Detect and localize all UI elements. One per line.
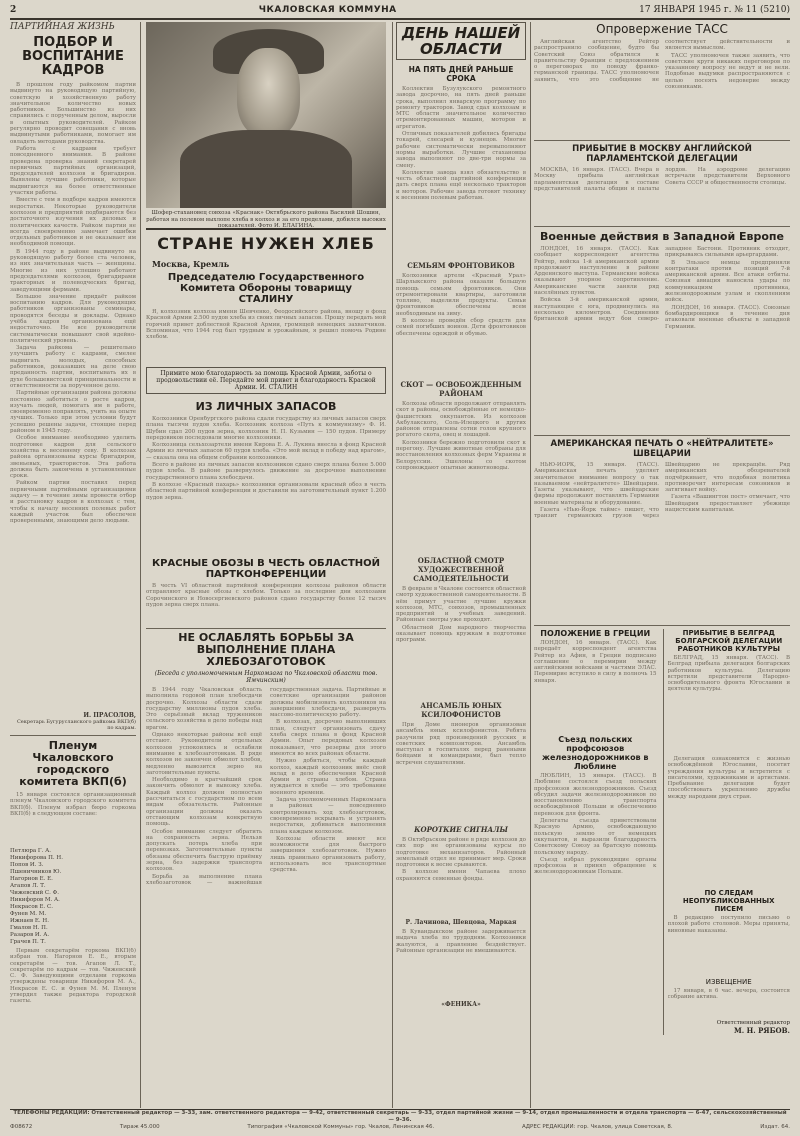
plenum-name: Попов И. З. <box>10 862 44 868</box>
center-column <box>146 228 386 1087</box>
weakening-body: В 1944 году Чкаловская область выполнила годовой план хлебосдачи досрочно. Колхозы области сдали государству миллионы пудов хлеба. Это серьёзный вклад тружеников сельского хозяйства в дело победы над врагом. Однако некоторые районы всё ещё отстают. Руководители отдельных колхозов успокоились и ослабили внимание к хлебозаготовкам. В ряде колхозов не закончен обмолот хлебов, медленно вывозится зерно на заготовительные пункты. Необходимо в кратчайший срок закончить обмолот и вывозку хлеба. Каждый колхоз должен полностью рассчитаться с государством по всем видам обязательств. Районные организации должны оказать отстающим колхозам конкретную помощь. Особое внимание следует обратить на сохранность зерна. Нельзя допускать потерь хлеба при перевозках. Заготовительные пункты обязаны обеспечить быструю приёмку зерна, без задержки транспорта колхозов. Борьба за выполнение плана хлебозаготовок — важнейшая государственная задача. Партийные и советские организации районов должны мобилизовать колхозников на завершение хлебосдачи, развернуть массово-политическую работу. В колхозах, досрочно выполнивших план, следует организовать сдачу хлеба сверх плана в фонд Красной Армии. Опыт передовых колхозов показывает, что резервы для этого имеются во всех районах области. Нужно добиться, чтобы каждый колхоз, каждый колхозник внёс свой вклад в дело обеспечения Красной Армии и страны хлебом. Страна нуждается в хлебе — это требование военного времени. Задача уполномоченных Наркомзага в районах — повседневно контролировать ход хлебозаготовок, своевременно вскрывать и устранять недостатки, добиваться выполнения плана каждым колхозом. Колхозы области имеют все возможности для быстрого завершения хлебозаготовок. Нужно лишь правильно организовать работу, использовать все транспортные средства. <box>146 687 386 886</box>
cattle-body: Колхозы области продолжают отправлять скот в районы, освобождённые от немецко-фашистских оккупантов. Из колхозов Акбулакского, Соль-Илецкого и других районов отправлены сотни голов крупного рогатого скота, овец и лошадей. Колхозники бережно подготовили скот к перегону. Лучшие животные отобраны для восстановления колхозных ферм Украины и Белоруссии. Эшелоны со скотом сопровождают опытные животноводы. <box>396 401 526 471</box>
personal-headline: ИЗ ЛИЧНЫХ ЗАПАСОВ <box>195 400 337 413</box>
plenum-name: Чижевский С. Ф. <box>10 890 59 896</box>
stalin-reply: Примите мою благодарность за помощь Красной Армии, заботы о продовольствии её. Передайте мой привет и благодарность Красной Армии. И. СТАЛИН <box>146 367 386 394</box>
plenum-names-list <box>10 848 136 946</box>
footer-order: Ф08672 <box>10 1124 33 1130</box>
footer-address: АДРЕС РЕДАКЦИИ: гор. Чкалов, улица Советская, 8. <box>521 1124 673 1130</box>
address-line: Председателю Государственного Комитета Обороны товарищу СТАЛИНУ <box>167 272 365 305</box>
front-photo <box>146 22 386 208</box>
plenum-name: Пшеничников Ю. <box>10 869 62 875</box>
obozy-headline: КРАСНЫЕ ОБОЗЫ В ЧЕСТЬ ОБЛАСТНОЙ ПАРТКОНФЕРЕНЦИИ <box>151 558 381 580</box>
letters-body: В редакцию поступило письмо о плохой работе столовой. Меры приняты, виновные наказаны. <box>667 915 790 934</box>
plenum-name: Фунев М. М. <box>10 911 47 917</box>
families-body: Колхозники артели «Красный Урал» Шарлыкского района оказали большую помощь семьям фронтовиков. Они отремонтировали квартиры, заготовили топливо, выделили продукты. Семьи фронтовиков обеспечены всем необходимым на зиму. В колхозе проведён сбор средств для семей погибших воинов. Дети фронтовиков обеспечены одеждой и обувью. <box>396 273 526 337</box>
region-day-headline: ДЕНЬ НАШЕЙ ОБЛАСТИ <box>401 24 521 58</box>
plenum-name: Петлюра Г. А. <box>10 848 51 854</box>
plenum-body: 15 января состоялся организационный пленум Чкаловского городского комитета ВКП(б). Пленум избрал бюро горкома ВКП(б) в следующем составе: <box>10 792 136 817</box>
plenum-name: Никифорова П. Н. <box>10 855 63 861</box>
personal-body: Колхозники Оренбургского района сдали государству из личных запасов сверх плана тысячи пудов хлеба. Колхозник колхоза «Путь к коммунизму» Ф. И. Шубин сдал 200 пудов зерна, колхозник Н. П. Кузьмин — 150 пудов. Примеру передовиков последовали многие колхозники. Колхозница сельхозартели имени Кирова Е. А. Лукина внесла в фонд Красной Армии из личных запасов 60 пудов хлеба. «Это мой вклад в победу над врагом», — сказала она на общем собрании колхозников. Всего в районе из личных запасов колхозников сдано сверх плана более 5.000 пудов хлеба. В районе развернулось движение за досрочное выполнение государственного плана хлебосдачи. В колхозе «Красный пахарь» колхозники организовали красный обоз в честь областной партийной конференции и доставили на заготовительный пункт 1.200 пудов зерна. <box>146 416 386 501</box>
signature-title: Секретарь Бугурусланского райкома ВКП(б) по кадрам. <box>16 719 136 731</box>
subhead-ensemble: АНСАМБЛЬ ЮНЫХ КСИЛОФОНИСТОВ <box>420 701 502 719</box>
signals-body: В Октябрьском районе в ряде колхозов до сих пор не организованы курсы по подготовке механизаторов. Районный земельный отдел не принимает мер. Сроки подготовки к весне срываются. В колхозе имени Чапаева плохо охраняются семенные фонды. <box>396 837 526 882</box>
region-day-column <box>396 22 526 1008</box>
party-life-column <box>10 22 136 1044</box>
footer-printer: Типография «Чкаловской Коммуны» гор. Чкалов, Ленинская 46. <box>247 1124 435 1130</box>
subhead-cattle: СКОТ — ОСВОБОЖДЕННЫМ РАЙОНАМ <box>400 380 522 398</box>
letters-headline: ПО СЛЕДАМ НЕОПУБЛИКОВАННЫХ ПИСЕМ <box>682 889 775 913</box>
footer-printrun: Тираж 45.000 <box>119 1124 160 1130</box>
editor-label: Ответственный редактор <box>716 1020 790 1026</box>
press-headline: АМЕРИКАНСКАЯ ПЕЧАТЬ О «НЕЙТРАЛИТЕТЕ» ШВЕЦАРИИ <box>550 439 774 459</box>
bulgarian-body-2: Делегация ознакомится с жизнью освобождённой Югославии, посетит учреждения культуры и встретится с писателями, художниками и артистами. Пребывание делегации будет способствовать укреплению дружбы между народами двух стран. <box>667 756 790 800</box>
plenum-name: Разаров И. А. <box>10 932 50 938</box>
masthead <box>10 2 790 20</box>
plenum-name: Гмалов Н. П. <box>10 925 48 931</box>
international-column <box>534 22 790 1035</box>
footer-phones: ТЕЛЕФОНЫ РЕДАКЦИИ: Ответственный редактор — 3-33, зам. ответственного редактора — 9-42, ответственный секретарь — 9-33, отдел партийной жизни — 9-14, отдел промышленности и отдела транспорта — 6-47, сельскохозяйственный — 9-36. <box>13 1110 787 1123</box>
plenum-body-2: Первым секретарём горкома ВКП(б) избран тов. Нагорнов Е. Е., вторым секретарём — тов. Агапов Л. Т., секретарём по кадрам — тов. Чижевский С. Ф. Заведующими отделами горкома утверждены товарищи Никифоров М. А., Некрасов Е. С. и Фунев М. М. Пленум утвердил также редактора городской газеты. <box>10 948 136 1005</box>
article-body: В прошлом году райкомом партии выдвинуто на руководящую партийную, советскую и хозяйственную работу значительное количество новых работников. Большинство из них справились с порученным делом, выросли в опытных руководителей. Райком регулярно проводит совещания с вновь выдвинутыми работниками, помогает им овладеть методами руководства. Работа с кадрами требует повседневного внимания. В районе проведена проверка знаний секретарей первичных партийных организаций, председателей колхозов и бригадиров. Выявлены лучшие работники, которые выдвигаются на более ответственные участки работы. Вместе с тем в подборе кадров имеются недостатки. Некоторые руководители колхозов и предприятий подбираются без достаточного изучения их деловых и политических качеств. Райком партии не всегда своевременно замечает ошибки отдельных работников и не оказывает им необходимой помощи. В 1944 году в районе выдвинуто на руководящую работу более ста человек, из них значительная часть — женщины. Многие из них успешно работают председателями колхозов, бригадирами тракторных и полеводческих бригад, заведующими фермами. Большое значение придаёт райком воспитанию кадров. Для руководящих работников организованы семинары, проводятся беседы и доклады. Однако учёба кадров организована ещё недостаточно. Не все руководители систематически повышают свой идейно-политический уровень. Задача райкома — решительно улучшить работу с кадрами, смелее выдвигать молодых, способных работников, доказавших на деле свою преданность партии, воспитывать их в духе большевистской принципиальности и ответственности за порученное дело. Партийные организации района должны постоянно заботиться о росте кадров, изучать людей, помогать им в работе, своевременно поправлять, учить на опыте лучших. Только при этом условии будут успешно решены задачи, стоящие перед районом в 1945 году. Особое внимание необходимо уделить подготовке кадров для сельского хозяйства к весеннему севу. В колхозах района организованы курсы бригадиров, звеньевых, трактористов. Эта работа должна быть закончена в установленные сроки. Райком партии поставил перед первичными партийными организациями задачу — в течение зимы провести отбор и расстановку кадров в колхозах с тем, чтобы к началу весенних полевых работ каждый участок был обеспечен проверенными, знающими дело людьми. <box>10 82 136 525</box>
subhead-review: ОБЛАСТНОЙ СМОТР ХУДОЖЕСТВЕННОЙ САМОДЕЯТЕЛЬНОСТИ <box>413 556 509 583</box>
review-body: В феврале в Чкалове состоится областной смотр художественной самодеятельности. В нём примут участие лучшие кружки колхозов, МТС, совхозов, промышленных предприятий и учебных заведений. Районные смотры уже проходят. Областной Дом народного творчества оказывает помощь кружкам в подготовке программ. <box>396 586 526 644</box>
delegation-body: МОСКВА, 16 января. (ТАСС). Вчера в Москву прибыла английская парламентская делегация в составе представителей палаты общин и палаты лордов. На аэродроме делегацию встречали представители Верховного Совета СССР и общественности столицы. <box>534 167 790 192</box>
press-body: НЬЮ-ЙОРК, 15 января. (ТАСС). Американская печать уделяет значительное внимание вопросу о так называемом «нейтралитете» Швейцарии. Газеты указывают, что швейцарские фирмы продолжают поставлять Германии военные материалы и оборудование. Газета «Нью-Йорк таймс» пишет, что транзит германских грузов через Швейцарию не прекращён. Ряд американских обозревателей подчёркивает, что подобная политика противоречит интересам союзников и затягивает войну. Газета «Вашингтон пост» отмечает, что Швейцария предоставляет убежище нацистским капиталам. <box>534 462 790 520</box>
footer <box>10 1109 790 1132</box>
headline: ПОДБОР И ВОСПИТАНИЕ КАДРОВ <box>22 35 124 78</box>
ensemble-body: При Доме пионеров организован ансамбль юных ксилофонистов. Ребята разучили ряд произведений русских и советских композиторов. Ансамбль выступал в госпиталях перед ранеными бойцами и командирами, был тепло встречен слушателями. <box>396 722 526 766</box>
subhead-signals: КОРОТКИЕ СИГНАЛЫ <box>414 825 508 834</box>
phoenix-signature: «ФЕНИКА» <box>441 1001 481 1008</box>
paper-name: ЧКАЛОВСКАЯ КОММУНА <box>258 5 397 15</box>
editor-name: М. Н. РЯБОВ. <box>734 1026 790 1035</box>
obozy-body: В честь VI областной партийной конференции колхозы районов области отправляют красные обозы с хлебом. Только за последние дни колхозами Сорочинского и Новосергиевского районов сдано государству более 12 тысяч пудов зерна сверх плана. <box>146 583 386 608</box>
bulgarian-headline: ПРИБЫТИЕ В БЕЛГРАД БОЛГАРСКОЙ ДЕЛЕГАЦИИ РАБОТНИКОВ КУЛЬТУРЫ <box>675 629 783 653</box>
tass-headline: Опровержение ТАСС <box>596 22 728 36</box>
greece-body: ЛОНДОН, 16 января. (ТАСС). Как передаёт корреспондент агентства Рейтер из Афин, в Греции подписано соглашение о перемирии между английскими войсками и частями ЭЛАС. Перемирие вступило в силу в полночь 15 января. <box>534 640 657 684</box>
weakening-sub: (Беседа с уполномоченным Наркомзага по Чкаловской области тов. Ямчинским) <box>154 670 378 684</box>
letter-body: Я, колхозник колхоза имени Шевченко, Феодосийского района, вношу в фонд Красной Армии 2.500 пудов хлеба из своих личных запасов. Прошу передать мой горячий привет доблестной Красной Армии, громящей немецких захватчиков. Вспоминая, что 1944 год был трудным и урожайным, я решил помочь Родине хлебом. <box>146 309 386 341</box>
photo-caption: Шофер-стахановец совхоза «Краснак» Октябрьского района Василий Шошин, работая на полевом выхлопе хлеба в колхоз и за его пределами, добился высоких показателей. Фото И. ЕЛАГИНА. <box>146 210 386 229</box>
notice-headline: ИЗВЕЩЕНИЕ <box>705 978 752 986</box>
plenum-name: Агапов Л. Т. <box>10 883 46 889</box>
page-number: 2 <box>10 5 17 15</box>
issue-date: 17 ЯНВАРЯ 1945 г. № 11 (5210) <box>639 5 790 15</box>
notice-body: 17 января, в 6 час. вечера, состоится собрание актива. <box>667 988 790 1001</box>
plenum-name: Ижнаев Е. Н. <box>10 918 49 924</box>
military-headline: Военные действия в Западной Европе <box>540 230 784 243</box>
tass-body: Английская агентство Рейтер распространило сообщение, будто бы Советский Союз обратился к правительству Франции с предложением о переговорах по поводу франко-германской границы. ТАСС уполномочен заявить, что это сообщение не соответствует действительности и является вымыслом. ТАСС уполномочен также заявить, что советские круги никаких переговоров по указанному вопросу не ведут и не вели. Подобные выдумки распространяются с целью посеять недоверие между союзниками. <box>534 39 790 91</box>
subhead-families: СЕМЬЯМ ФРОНТОВИКОВ <box>407 261 515 270</box>
polish-body: ЛЮБЛИН, 15 января. (ТАСС). В Люблине состоялся съезд польских профсоюзов железнодорожников. Съезд обсудил задачи железнодорожников по восстановлению транспорта освобождённой Польши и обеспечению перевозок для фронта. Делегаты съезда приветствовали Красную Армию, освобождающую польскую землю от немецких оккупантов, и выразили благодарность Советскому Союзу за братскую помощь польскому народу. Съезд избрал руководящие органы профсоюза и принял обращение к железнодорожникам Польши. <box>534 773 657 876</box>
polish-headline: Съезд польских профсоюзов железнодорожников в Люблине <box>542 735 649 771</box>
plenum-headline: Пленум Чкаловского городского комитета ВКП(б) <box>19 739 127 788</box>
plenum-name: Грачев П. Т. <box>10 939 46 945</box>
signals-body-2: В Кувандыкском районе задерживается выдача хлеба по трудодням. Колхозники жалуются, а правление бездействует. Районные организации не вмешиваются. <box>396 929 526 954</box>
place-line: Москва, Кремль <box>152 259 230 269</box>
greece-headline: ПОЛОЖЕНИЕ В ГРЕЦИИ <box>540 629 651 638</box>
rubric: ПАРТИЙНАЯ ЖИЗНЬ <box>10 22 115 32</box>
weakening-headline: НЕ ОСЛАБЛЯТЬ БОРЬБЫ ЗА ВЫПОЛНЕНИЕ ПЛАНА ХЛЕБОЗАГОТОВОК <box>178 631 354 668</box>
plenum-name: Некрасов Е. С. <box>10 904 53 910</box>
delegation-headline: ПРИБЫТИЕ В МОСКВУ АНГЛИЙСКОЙ ПАРЛАМЕНТСКОЙ ДЕЛЕГАЦИИ <box>572 144 752 164</box>
plenum-name: Нагорнов Е. Е. <box>10 876 53 882</box>
bread-headline: СТРАНЕ НУЖЕН ХЛЕБ <box>157 234 375 253</box>
military-body: ЛОНДОН, 16 января. (ТАСС). Как сообщает корреспондент агентства Рейтер, войска 1-й американской армии продолжают наступление в районе Арденнского выступа. Германские войска оказывают упорное сопротивление. Американские части заняли ряд населённых пунктов. Войска 3-й американской армии, наступающие с юга, продвинулись на несколько километров. Соединения британской армии ведут бои северо-западнее Бастони. Противник отходит, прикрываясь сильными арьергардами. В Эльзасе немцы предприняли контратаки против позиций 7-й американской армии. Все атаки отбиты. Союзная авиация наносила удары по коммуникациям противника, железнодорожным узлам и скоплениям войск. ЛОНДОН, 16 января. (ТАСС). Союзные бомбардировщики в течение дня атаковали военные объекты в западной Германии. <box>534 246 790 330</box>
bulgarian-body: БЕЛГРАД, 15 января. (ТАСС). В Белград прибыла делегация болгарских работников культуры. Делегацию встретили представители Народно-освободительного фронта Югославии и деятели культуры. <box>667 655 790 693</box>
signals-signature: Р. Лачинова, Шевцова, Маркая <box>405 919 517 926</box>
five-days-body: Коллектив Бузулукского ремонтного завода досрочно, на пять дней раньше срока, выполнил январскую программу по ремонту тракторов. Завод сдал колхозам и МТС области значительное количество отремонтированных машин, моторов и агрегатов. Отличных показателей добились бригады токарей, слесарей и кузнецов. Многие рабочие систематически перевыполняют нормы выработки. Лучшие стахановцы завода выполняют по две-три нормы за смену. Коллектив завода взял обязательство в честь областной партийной конференции дать сверх плана ещё несколько тракторов и моторов. Рабочие завода готовят технику к весенним полевым работам. <box>396 86 526 202</box>
signature-name: И. ПРАСОЛОВ, <box>83 712 136 719</box>
plenum-name: Никифоров М. А. <box>10 897 60 903</box>
footer-order-no: Издат. 64. <box>760 1124 790 1130</box>
subhead-five-days: НА ПЯТЬ ДНЕЙ РАНЬШЕ СРОКА <box>408 65 514 83</box>
